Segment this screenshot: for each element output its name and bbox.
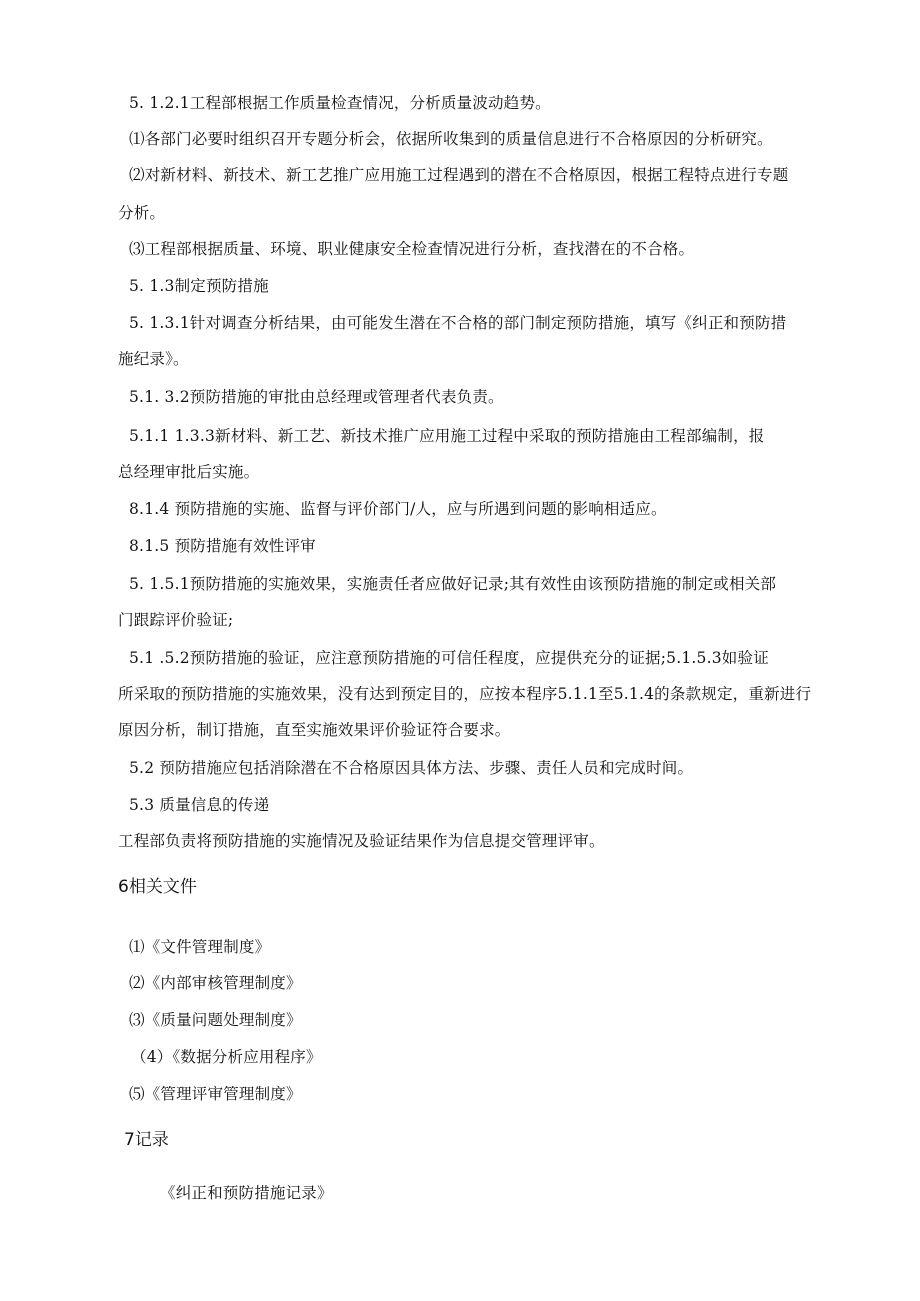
related-doc-4: （4）《数据分析应用程序》 — [131, 1048, 322, 1066]
paragraph-5-1-3-2: 5.1. 3.2预防措施的审批由总经理或管理者代表负责。 — [129, 388, 504, 406]
paragraph-5-3: 5.3 质量信息的传递 — [129, 796, 270, 814]
paragraph-5-1-5-2-line3: 原因分析，制订措施，直至实施效果评价验证符合要求。 — [118, 721, 511, 739]
paragraph-item-2-line1: ⑵对新材料、新技术、新工艺推广应用施工过程遇到的潜在不合格原因，根据工程特点进行专题 — [129, 166, 789, 184]
related-doc-5: ⑸《管理评审管理制度》 — [129, 1085, 302, 1103]
paragraph-5-1-2-1: 5. 1.2.1工程部根据工作质量检查情况，分析质量波动趋势。 — [129, 94, 551, 112]
section-7-heading: 7记录 — [124, 1130, 169, 1150]
paragraph-5-1-5-1-line2: 门跟踪评价验证; — [118, 611, 234, 629]
paragraph-5-1-5-2-line1: 5.1 .5.2预防措施的验证，应注意预防措施的可信任程度，应提供充分的证据;5.1.5.3如验证 — [129, 649, 769, 667]
related-doc-2: ⑵《内部审核管理制度》 — [129, 974, 302, 992]
paragraph-5-1-3-3-line1: 5.1.1 1.3.3新材料、新工艺、新技术推广应用施工过程中采取的预防措施由工程部编制，报 — [129, 427, 765, 445]
paragraph-5-1-3: 5. 1.3制定预防措施 — [129, 277, 269, 295]
related-doc-3: ⑶《质量问题处理制度》 — [129, 1011, 302, 1029]
paragraph-8-1-5: 8.1.5 预防措施有效性评审 — [129, 537, 316, 555]
paragraph-5-1-5-1-line1: 5. 1.5.1预防措施的实施效果，实施责任者应做好记录;其有效性由该预防措施的制定或相关部 — [129, 575, 777, 593]
paragraph-8-1-4: 8.1.4 预防措施的实施、监督与评价部门/人，应与所遇到问题的影响相适应。 — [129, 500, 667, 518]
paragraph-item-1: ⑴各部门必要时组织召开专题分析会，依据所收集到的质量信息进行不合格原因的分析研究。 — [129, 130, 773, 148]
paragraph-quality-info: 工程部负责将预防措施的实施情况及验证结果作为信息提交管理评审。 — [118, 832, 605, 850]
paragraph-5-1-3-1-line1: 5. 1.3.1针对调查分析结果，由可能发生潜在不合格的部门制定预防措施，填写《纠正和预防措 — [129, 314, 787, 332]
paragraph-5-1-5-2-line2: 所采取的预防措施的实施效果，没有达到预定目的，应按本程序5.1.1至5.1.4的条款规定，重新进行 — [118, 685, 812, 703]
paragraph-5-1-3-1-line2: 施纪录》。 — [118, 350, 189, 368]
paragraph-5-2: 5.2 预防措施应包括消除潜在不合格原因具体方法、步骤、责任人员和完成时间。 — [129, 759, 694, 777]
paragraph-5-1-3-3-line2: 总经理审批后实施。 — [118, 463, 260, 481]
paragraph-item-3: ⑶工程部根据质量、环境、职业健康安全检查情况进行分析，查找潜在的不合格。 — [129, 240, 695, 258]
section-6-heading: 6相关文件 — [118, 877, 197, 897]
related-doc-1: ⑴《文件管理制度》 — [129, 938, 271, 956]
paragraph-item-2-line2: 分析。 — [118, 204, 166, 222]
record-item: 《纠正和预防措施记录》 — [160, 1184, 333, 1202]
